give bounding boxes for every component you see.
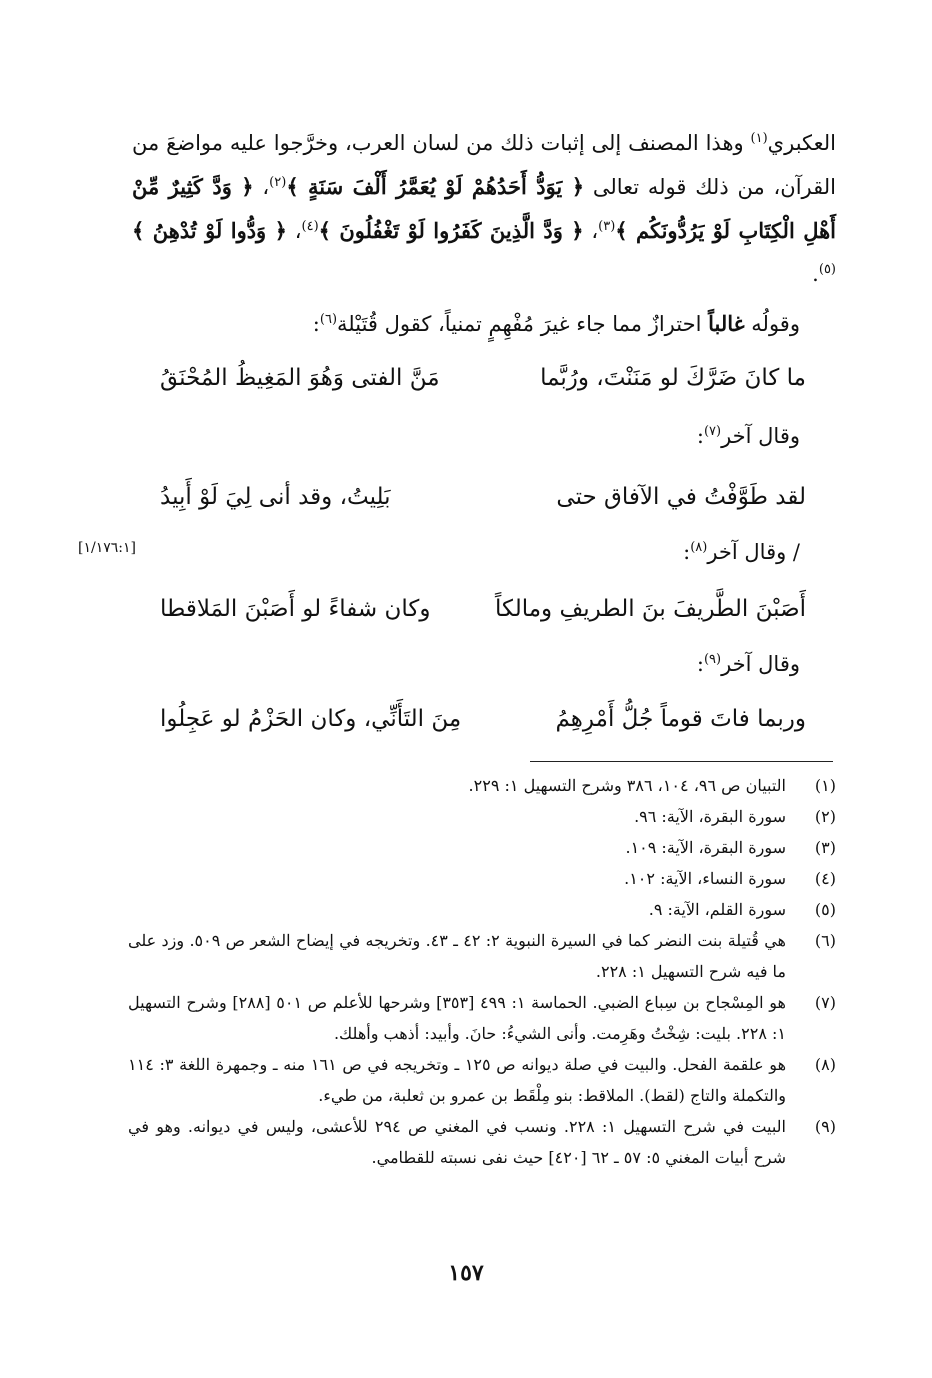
text-run: وهذا المصنف إلى إثبات ذلك من لسان العرب، وخرَّجوا عليه مواضعَ من القرآن، من ذلك قوله تعالى [132,131,836,199]
footnote-number: (٢) [814,807,836,826]
quran-verse-3: ﴿ وَدَّ الَّذِينَ كَفَرُوا لَوْ تَغْفُلُونَ ﴾ [318,218,584,243]
text-run: ، [583,219,599,243]
verse-2-second-hemistich: بَلِيتُ، وقد أنى لِيَ لَوْ أَبِيدُ [160,484,391,510]
footnote [128,863,836,894]
footnote-text: سورة البقرة، الآية: ٩٦. [634,807,786,826]
footnote-number: (٧) [814,993,836,1012]
footnote-ref-9[interactable]: (٩) [703,652,722,667]
page-number: ١٥٧ [448,1260,484,1286]
verse-4-second-hemistich: مِنَ التَأَنِّي، وكان الحَزْمُ لو عَجِلُوا [160,706,462,732]
footnote-ref-1[interactable]: (١) [750,131,768,146]
verse-3-first-hemistich: أَصَبْنَ الطَّريفَ بنَ الطريفِ ومالكاً [494,596,806,622]
footnote-number: (٦) [814,931,836,950]
text-run: : [696,652,704,676]
footnote-text: سورة القلم، الآية: ٩. [648,900,786,919]
footnote-text: البيت في شرح التسهيل ١: ٢٢٨. ونسب في المغني ص ٢٩٤ للأعشى، وليس في ديوانه. وهو في شرح أبيات المغني ٥: ٥٧ ـ ٦٢ [٤٢٠] حيث نفى نسبته للقطامي. [128,1117,787,1167]
footnote-number: (٣) [814,838,836,857]
edition-page-marker: [١/١٧٦:١] [78,540,136,556]
footnote-number: (١) [814,776,836,795]
footnote-ref-7[interactable]: (٧) [703,424,722,439]
paragraph-intro [132,122,836,296]
footnote [128,770,836,801]
verse-4-first-hemistich: وربما فاتَ قوماً جُلُّ أَمْرِهِمُ [555,706,806,732]
footnote-ref-5[interactable]: (٥) [818,262,836,277]
footnote [128,832,836,863]
text-run: / وقال آخر [707,540,800,564]
footnote [128,1111,836,1173]
quran-verse-2: ﴿ وَدَّ كَثِيرٌ مِّنْ أَهْلِ الْكِتَابِ لَوْ يَرُدُّونَكُم ﴾ [132,174,837,243]
footnote-ref-6[interactable]: (٦) [319,312,338,327]
footnote [128,925,836,987]
text-run: العكبري [767,131,836,155]
footnote-text: التبيان ص ٩٦، ١٠٤، ٣٨٦ وشرح التسهيل ١: ٢٢٩. [468,776,786,795]
verse-3 [160,596,806,642]
text-run: احترازٌ مما جاء غيرَ مُفْهِمٍ تمنياً، كقول قُتَيْلة [337,312,709,336]
footnote [128,987,836,1049]
intro-verse-2 [697,424,800,448]
quran-verse-1: ﴿ يَوَدُّ أَحَدُهُمْ لَوْ يُعَمَّرُ أَلْفَ سَنَةٍ ﴾ [286,174,585,199]
footnote-ref-2[interactable]: (٢) [269,175,287,190]
text-run: : [696,424,704,448]
footnote-text: سورة البقرة، الآية: ١٠٩. [625,838,786,857]
verse-2 [160,484,806,530]
verse-3-second-hemistich: وكان شفاءً لو أَصَبْنَ المَلاقطا [160,596,431,622]
verse-2-first-hemistich: لقد طَوَّفْتُ في الآفاق حتى [556,484,806,510]
footnote-text: هو علقمة الفحل. والبيت في صلة ديوانه ص ١٢٥ ـ وتخريجه في ص ١٦١ منه ـ وجمهرة اللغة ٣: ١١٤ والتكملة والتاج (لقط). الملاقط: بنو مِلْقَط بن عمرو بن ثعلبة، من طيء. [128,1055,787,1105]
text-run: : [683,540,691,564]
footnote-number: (٩) [814,1117,836,1136]
keyword-ghaliban: غالباً [708,311,745,336]
footnote [128,894,836,925]
footnote-text: هو المِسْجاح بن سِباع الضبي. الحماسة ١: ٤٩٩ [٣٥٣] وشرحها للأعلم ص ٥٠١ [٢٨٨] وشرح التسهيل ١: ٢٢٨. بليت: شِخْتُ وهَرِمت. وأنى الشيءُ: حانَ. وأبيد: أذهب وأهلك. [128,993,786,1043]
footnote [128,1049,836,1111]
text-run: . [812,262,819,286]
verse-1 [160,365,806,411]
intro-verse-4 [697,652,800,676]
footnote-ref-4[interactable]: (٤) [301,219,319,234]
footnotes [128,770,836,1173]
footnote-number: (٨) [814,1055,836,1074]
text-run: وقولُه [744,312,800,336]
intro-verse-3 [683,540,800,564]
text-run: : [312,312,320,336]
quran-verse-4: ﴿ وَدُّوا لَوْ تُدْهِنُ ﴾ [132,218,287,243]
verse-4 [160,706,806,752]
footnote-text: سورة النساء، الآية: ١٠٢. [624,869,786,888]
verse-1-second-hemistich: مَنَّ الفتى وَهُوَ المَغِيظُ المُحْنَقُ [160,365,440,391]
verse-1-first-hemistich: ما كانَ ضَرَّكَ لو مَنَنْتَ، ورُبَّما [540,365,806,391]
footnote-number: (٤) [814,869,836,888]
footnote [128,801,836,832]
text-run: ، [286,219,302,243]
footnote-separator [530,761,833,762]
footnote-ref-8[interactable]: (٨) [690,540,708,555]
footnote-number: (٥) [814,900,836,919]
footnote-text: هي قُتيلة بنت النضر كما في السيرة النبوية ٢: ٤٢ ـ ٤٣. وتخريجه في إيضاح الشعر ص ٥٠٩. وزد على ما فيه شرح التسهيل ١: ٢٢٨. [128,931,786,981]
text-run: وقال آخر [721,652,800,676]
paragraph-ghaliban [313,311,800,336]
text-run: وقال آخر [721,424,800,448]
footnote-ref-3[interactable]: (٣) [598,219,616,234]
text-run: ، [253,175,270,199]
